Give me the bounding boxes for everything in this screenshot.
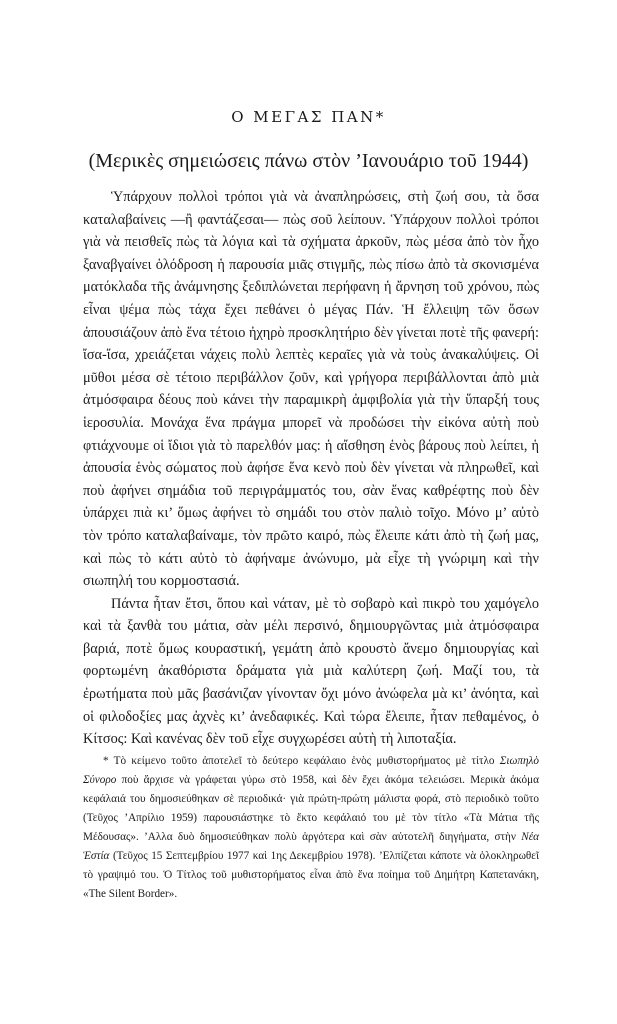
paragraph: Ὑπάρχουν πολλοὶ τρόποι γιὰ νὰ ἀναπληρώσεις, στὴ ζωή σου, τὰ ὅσα καταλαβαίνεις —ἢ φαντάζεσαι— πὼς σοῦ λείπουν. Ὑπάρχουν πολλοὶ τρόποι γιὰ νὰ πεισθεῖς πὼς τὰ λόγια καὶ τὰ σχήματα ἀρκοῦν, πὼς μέσα ἀπὸ τὸν ἦχο ξαναβγαίνει ὁλόδροση ἡ παρουσία μιᾶς στιγμῆς, πὼς πίσω ἀπὸ τὰ σκονισμένα ματόκλαδα τῆς ἀνάμνησης ξεδιπλώνεται περήφανη ἡ ἄρνηση τοῦ χρόνου, πὼς εἶναι ψέμα πὼς τάχα ἔχει πεθάνει ὁ μέγας Πάν. Ἡ ἔλλειψη τῶν ὅσων ἀπουσιάζουν ἀπὸ ἕνα τέτοιο ἠχηρὸ προσκλητήριο δὲν γίνεται ποτὲ τῆς φανερή: ἴσα-ἴσα, χρειάζεται νάχεις πολὺ λεπτὲς κεραῖες γιὰ νὰ τοὺς ἀνακαλύψεις. Οἱ μῦθοι μέσα σὲ τέτοιο περιβάλλον ζοῦν, καὶ γρήγορα περιβάλλονται ἀπὸ μιὰ ἀτμόσφαιρα δέους ποὺ κάνει τὴν παραμικρὴ ἀμφιβολία γιὰ τὴν ὕπαρξή τους ἱεροσυλία. Μονάχα ἕνα πράγμα μπορεῖ νὰ προδώσει τὴν εἰκόνα αὐτὴ ποὺ φτιάχνουμε οἱ ἴδιοι γιὰ τὸ παρελθόν μας: ἡ αἴσθηση ἑνὸς βάρους ποὺ λείπει, ἡ ἀπουσία ἑνὸς σώματος ποὺ ἀφήσε ἕνα κενὸ ποὺ δὲν γίνεται νὰ πληρωθεῖ, καὶ ποὺ ἀφήνει σημάδια τοῦ περιγράμματός του, σὰν ἕνας καθρέφτης ποὺ δὲν ὑπάρχει πιὰ κι’ ὅμως ἀφήνει τὸ σημάδι του στὸν παλιὸ τοῖχο. Μόνο μ’ αὐτὸ τὸν τρόπο καταλαβαίναμε, τὸν πρῶτο καιρό, πὼς ἔλειπε κάτι ἀπὸ τὴ ζωή μας, καὶ πὼς τὸ κάτι αὐτὸ τὸ ἀφήναμε ἀνώνυμο, μὰ εἶχε τὴ γνώριμη καὶ τὴν σιωπηλή του κορμοστασιά. bbox=[83, 189, 539, 590]
paragraph: Πάντα ἦταν ἔτσι, ὅπου καὶ νάταν, μὲ τὸ σοβαρὸ καὶ πικρὸ του χαμόγελο καὶ τὰ ξανθὰ του μάτια, σὰν μέλι περσινό, δημιουργῶντας μιὰ ἀτμόσφαιρα βαριά, ποτὲ ὅμως κουραστική, γεμάτη ἀπὸ κρουστὸ ἄνεμο δημιουργίας καὶ φορτωμένη ἀκαθόριστα δράματα γιὰ μιὰ καλύτερη ζωή. Μαζί του, τὰ ἐρωτήματα ποὺ μᾶς βασάνιζαν γίνονταν ὄχι μόνο ἀνώφελα μὰ κι’ ἀνόητα, καὶ οἱ φιλοδοξίες μας ἀχνὲς κι’ ἀνεδαφικές. Καὶ τώρα ἔλειπε, ἦταν πεθαμένος, ὁ Κίτσος: Καὶ κανένας δὲν τοῦ εἶχε συγχωρέσει αὐτὴ τὴ λιποταξία. bbox=[83, 595, 539, 748]
chapter-subtitle: (Μερικὲς σημειώσεις πάνω στὸν ’Ιανουάριο τοῦ 1944) bbox=[88, 150, 529, 172]
chapter-title: Ο ΜΕΓΑΣ ΠΑΝ* bbox=[231, 108, 386, 126]
footnote-text: * Τὸ κείμενο τοῦτο ἀποτελεῖ τὸ δεύτερο κεφάλαιο ἑνὸς μυθιστορήματος μὲ τίτλο Σιωπηλὸ Σύνορο ποὺ ἄρχισε νὰ γράφεται γύρω στὸ 1958, καὶ δὲν ἔχει ἀκόμα τελειώσει. Μερικὰ ἀκόμα κεφάλαιά του δημοσιεύθηκαν σὲ περιοδικά· γιὰ πρώτη-πρώτη μάλιστα φορά, στὸ περιοδικὸ τοῦτο (Τεῦχος ’Απρίλιο 1959) παρουσιάστηκε τὸ ἕκτο κεφάλαιό του μὲ τὸν τίτλο «Τὰ Μάτια τῆς Μέδουσας». ’Αλλα δυὸ δημοσιεύθηκαν πολὺ ἀργότερα καὶ σὰν αὐτοτελῆ διηγήματα, στὴν Νέα Ἑστία (Τεῦχος 15 Σεπτεμβρίου 1977 καὶ 1ης Δεκεμβρίου 1978). ’Ελπίζεται κάποτε νὰ ὁλοκληρωθεῖ τὸ γραψιμό του. Ὁ Τίτλος τοῦ μυθιστορήματος εἶναι ἀπὸ ἕνα ποίημα τοῦ Δημήτρη Καπετανάκη, «The Silent Border». bbox=[83, 755, 539, 900]
body-text bbox=[83, 186, 539, 751]
book-title: Σιωπηλὸ Σύνορο bbox=[83, 755, 539, 786]
journal-title: Νέα Ἑστία bbox=[83, 831, 539, 862]
footnote bbox=[83, 752, 539, 904]
